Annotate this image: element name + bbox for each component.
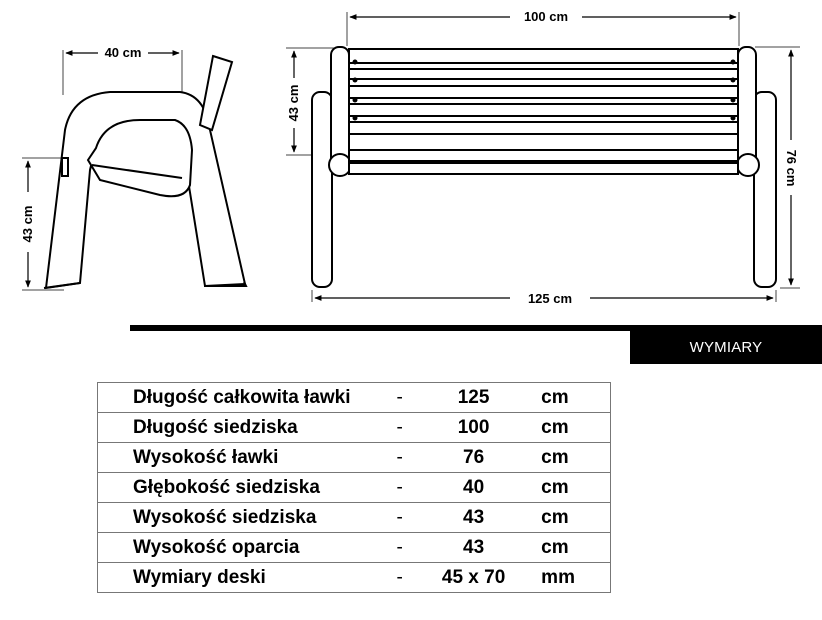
- spec-value: 43: [416, 503, 531, 533]
- spec-value: 45 x 70: [416, 563, 531, 593]
- spec-unit: cm: [531, 383, 610, 413]
- table-row: [98, 473, 611, 503]
- spec-value: 76: [416, 443, 531, 473]
- spec-unit: mm: [531, 563, 610, 593]
- spec-unit: cm: [531, 413, 610, 443]
- spec-unit: cm: [531, 473, 610, 503]
- spec-value: 100: [416, 413, 531, 443]
- total-length-label: 125 cm: [527, 291, 573, 306]
- table-row: [98, 533, 611, 563]
- backrest-height-label: 43 cm: [286, 84, 301, 122]
- spec-unit: cm: [531, 533, 610, 563]
- spec-value: 40: [416, 473, 531, 503]
- side-width-label: 40 cm: [104, 45, 142, 60]
- table-row: [98, 563, 611, 593]
- spec-value: 43: [416, 533, 531, 563]
- spec-name: Wysokość siedziska: [98, 503, 393, 533]
- spec-name: Wysokość oparcia: [98, 533, 393, 563]
- table-row: [98, 383, 611, 413]
- table-row: [98, 503, 611, 533]
- spec-name: Długość całkowita ławki: [98, 383, 393, 413]
- front-view: [286, 12, 800, 302]
- spec-name: Długość siedziska: [98, 413, 393, 443]
- section-tag: WYMIARY: [630, 331, 822, 364]
- side-height-label: 43 cm: [20, 205, 35, 243]
- spec-separator: -: [392, 413, 416, 443]
- total-height-label: 76 cm: [784, 149, 799, 187]
- dimensions-table: [97, 382, 611, 593]
- spec-separator: -: [392, 443, 416, 473]
- spec-separator: -: [392, 473, 416, 503]
- spec-name: Wysokość ławki: [98, 443, 393, 473]
- table-row: [98, 443, 611, 473]
- side-view: [22, 50, 246, 290]
- table-row: [98, 413, 611, 443]
- seat-length-label: 100 cm: [523, 9, 569, 24]
- spec-value: 125: [416, 383, 531, 413]
- spec-unit: cm: [531, 443, 610, 473]
- spec-name: Głębokość siedziska: [98, 473, 393, 503]
- spec-unit: cm: [531, 503, 610, 533]
- spec-name: Wymiary deski: [98, 563, 393, 593]
- spec-separator: -: [392, 563, 416, 593]
- spec-separator: -: [392, 383, 416, 413]
- spec-separator: -: [392, 503, 416, 533]
- spec-separator: -: [392, 533, 416, 563]
